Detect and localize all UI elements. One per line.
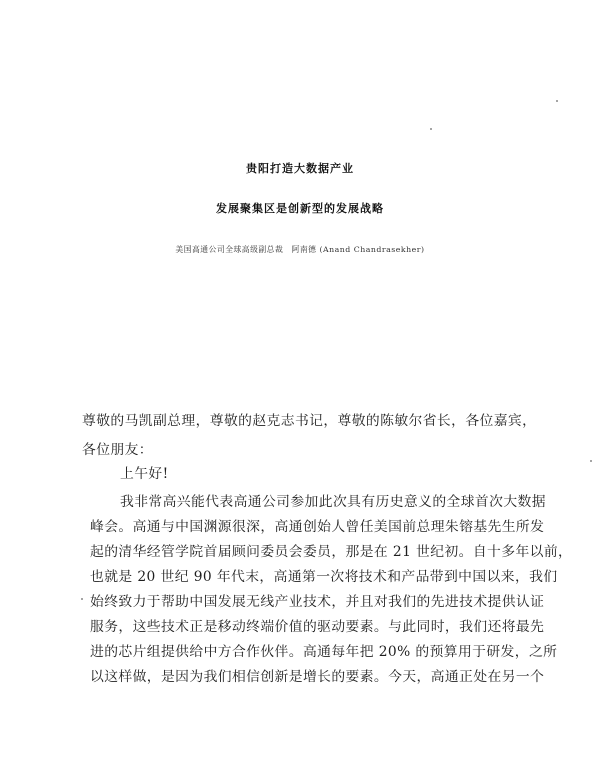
body-line: 峰会。高通与中国渊源很深，高通创始人曾任美国前总理朱镕基先生所发	[90, 519, 545, 535]
title-line-1: 贵阳打造大数据产业	[246, 162, 354, 175]
title-line-2: 发展聚集区是创新型的发展战略	[216, 202, 384, 215]
body-line: 始终致力于帮助中国发展无线产业技术，并且对我们的先进技术提供认证	[90, 594, 545, 610]
body-line: 也就是 20 世纪 90 年代末，高通第一次将技术和产品带到中国以来，我们	[90, 569, 558, 585]
body-line: 服务，这些技术正是移动终端价值的驱动要素。与此同时，我们还将最先	[90, 619, 545, 635]
scan-speck	[430, 128, 432, 130]
salutation-line-2: 各位朋友：	[82, 442, 153, 458]
scan-speck	[556, 100, 558, 102]
greeting: 上午好!	[120, 466, 169, 482]
body-line: 以这样做，是因为我们相信创新是增长的要素。今天，高通正处在另一个	[90, 669, 545, 685]
body-line: 我非常高兴能代表高通公司参加此次具有历史意义的全球首次大数据	[120, 494, 546, 510]
body-line: 起的清华经管学院首届顾问委员会委员，那是在 21 世纪初。自十多年以前，	[90, 544, 573, 560]
salutation-line-1: 尊敬的马凯副总理，尊敬的赵克志书记，尊敬的陈敏尔省长，各位嘉宾，	[82, 413, 537, 429]
author-byline: 美国高通公司全球高级副总裁 阿南德 (Anand Chandrasekher)	[175, 245, 425, 254]
body-line: 进的芯片组提供给中方合作伙伴。高通每年把 20% 的预算用于研发，之所	[90, 644, 558, 660]
scan-speck	[590, 460, 592, 462]
scan-speck	[81, 598, 83, 600]
